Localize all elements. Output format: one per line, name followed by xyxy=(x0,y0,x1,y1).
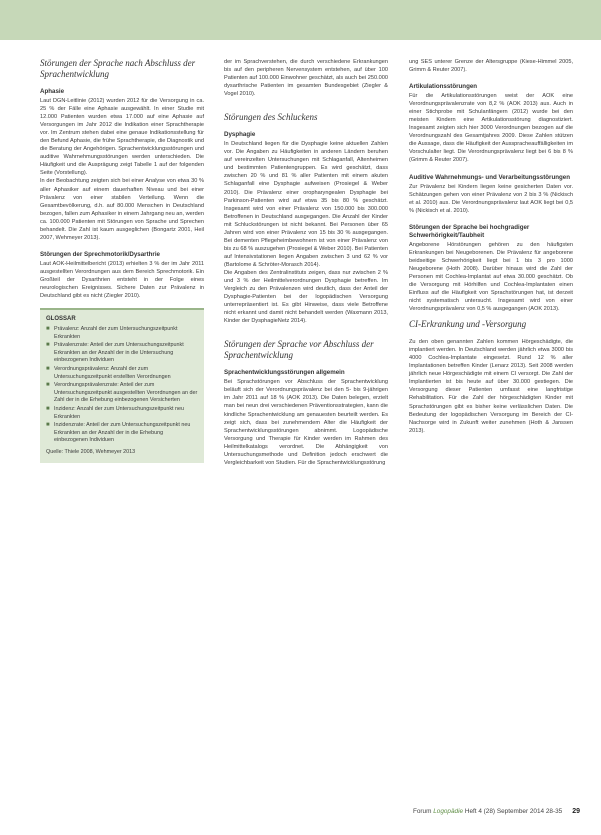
page-footer xyxy=(300,807,580,817)
column-1 xyxy=(40,58,204,463)
section-heading-sprache-vor: Störungen der Sprache vor Abschluss der Sprachentwicklung xyxy=(224,339,374,361)
bullet-icon: ■ xyxy=(46,326,50,333)
paragraph-col3-intro: ung SES unterer Grenze der Altersgruppe (Kiese-Himmel 2005, Grimm & Reuter 2007). xyxy=(409,59,573,74)
bullet-icon: ■ xyxy=(46,382,50,389)
glossar-list xyxy=(46,326,198,445)
footer-prefix: Forum xyxy=(412,808,434,815)
subheading-schwerhoerigkeit: Störungen der Sprache bei hochgradiger Schwerhörigkeit/Taubheit xyxy=(409,223,530,239)
glossar-source: Quelle: Thiele 2008, Wehmeyer 2013 xyxy=(46,448,136,455)
glossar-item: ■ Verordnungsprävalenz: Anzahl der zum Untersuchungszeitpunkt erstellten Verordnungen xyxy=(46,366,171,380)
bullet-icon: ■ xyxy=(46,342,50,349)
bullet-icon: ■ xyxy=(46,366,50,373)
glossar-item: ■ Inzidenzrate: Anteil der zum Untersuchungszeitpunkt neu Erkrankten an der Anzahl der in die Erhebung einbezogenen Individuen xyxy=(46,422,191,444)
top-color-band xyxy=(0,0,601,40)
paragraph-auditiv: Zur Prävalenz bei Kindern liegen keine gesicherten Daten vor. Schätzungen gehen von einer Prävalenz von 2 bis 3 % (Nickisch et al. 2010) aus. Die Verordnungsprävalenz laut AOK liegt bei 0,5 % (Nickisch et al. 2010). xyxy=(409,183,573,214)
paragraph-dysarthrie: Laut AOK-Heilmittelbericht (2013) erhielten 3 % der im Jahr 2011 ausgestellten Verordnungen aus dem Bereich Sprechmotorik. Ein Großteil der Dysarthrien entsteht in der Folge eines neurologischen Ereignisses. Sichere Daten zur Prävalenz in Deutschland gibt es nicht (Ziegler 2010). xyxy=(40,260,204,300)
paragraph-ci: Zu den oben genannten Zahlen kommen Hörgeschädigte, die implantiert werden. In Deutschland werden jährlich etwa 3000 bis 4000 Cochlea-Implantate eingesetzt. Rund 12 % aller Implantationen betreffen Kinder (Lenarz 2013). Seit 2008 werden jährlich neue Hörgeschädigte mit einem CI versorgt. Die Zahl der Implantierten ist bis heute auf über 30.000 gestiegen. Die Versorgung dieser Patienten umfasst eine langfristige Rehabilitation. Für die Zahl der hörgeschädigten Kinder mit Sprachstörungen gibt es bisher keine verlässlichen Daten. Die Bedeutung der logopädischen Versorgung im Bereich der CI-Nachsorge wird in Zukunft weiter zunehmen (Hoth & Janssen 2013). xyxy=(409,339,573,434)
article-page xyxy=(40,58,574,793)
column-3 xyxy=(409,58,573,435)
subheading-sprachentwicklung: Sprachentwicklungsstörungen allgemein xyxy=(224,369,345,377)
section-heading-schlucken: Störungen des Schluckens xyxy=(224,112,318,123)
glossar-item: ■ Prävalenz: Anzahl der zum Untersuchungszeitpunkt Erkrankten xyxy=(46,326,178,340)
paragraph-col2-intro: der im Sprachverstehen, die durch verschiedene Erkrankungen bis auf den peripheren Nervensystem entstehen, auf über 100 Patienten auf 100.000 Einwohner geschätzt, als auch bei 250.000 dysarthrische Patienten im gesamten Bundesgebiet (Ziegler & Vogel 2010). xyxy=(224,59,388,98)
paragraph-aphasie-2: In der Beobachtung zeigten sich bei einer Analyse von etwa 30 % aller Aphasiker auf einem dauerhaften Niveau und bei einer Prävalenz von einer stabilen Verteilung. Wenn die Gesamtbevölkerung, d.h. auf 80.000 Menschen in Deutschland bezogen, fallen zum Aphasiker in einem Jahrgang neu an, werden ca. 100.000 Patienten mit Störungen von Sprache und Sprechen behandelt. Die Zahl ist kaum ausgeglichen (Bongartz 2001, Heil 2007, Wehmeyer 2013). xyxy=(40,178,204,241)
section-heading-sprache-nach: Störungen der Sprache nach Abschluss der Sprachentwicklung xyxy=(40,58,196,79)
paragraph-sprachentwicklung: Bei Sprachstörungen vor Abschluss der Sprachentwicklung beläuft sich der Verordnungsprävalenz bei den 5- bis 9-jährigen im Jahr 2011 auf 18 % (AOK 2013). Die Daten belegen, erzielt man bei neun drei verschiedenen Präventionsstrategien, kann die kindliche Sprachentwicklung am genauesten beurteilt werden. Es zeigt sich, dass bei zunehmendem Alter die Häufigkeit der Sprachentwicklungsstörungen abnimmt. Logopädische Versorgung und Therapie für Kinder werden im Rahmen des Heilmittelkatalogs verordnet. Die Abhängigkeit von Untersuchungsmethode und Definition jedoch erschwert die Vergleichbarkeit von Studien. Für die Sprachentwicklungsstörung xyxy=(224,379,388,466)
glossar-item: ■ Inzidenz: Anzahl der zum Untersuchungszeitpunkt neu Erkrankten xyxy=(46,406,185,420)
subheading-aphasie: Aphasie xyxy=(40,88,65,95)
bullet-icon: ■ xyxy=(46,406,50,413)
glossar-item: ■ Prävalenzrate: Anteil der zum Untersuchungszeitpunkt Erkrankten an der Anzahl der in die Untersuchung einbezogenen Individuen xyxy=(46,342,184,364)
footer-brand: Logopädie xyxy=(433,808,464,815)
glossar-box xyxy=(40,308,204,463)
footer-issue: Heft 4 (28) September 2014 28-35 xyxy=(463,808,563,815)
paragraph-artikulation: Für die Artikulationsstörungen weist der AOK eine Verordnungsprävalenzrate von 8,2 % (AOK 2013) aus. Auch in einer Stichprobe mit Schulanfängern (2012) wurde bei den meisten Kindern eine Artikulationsstörung diagnostiziert. Insgesamt zeigten sich hier 3000 Verordnungen bezogen auf die Verordnungszahl des Gesamtjahres 2009. Diese Zahlen stützen die Aussage, dass die Häufigkeit der Ausspracheauffälligkeiten im Vorschulalter liegt. Die Verordnungsprävalenz liegt bei 6 bis 8 % (Grimm & Reuter 2007). xyxy=(409,93,573,164)
column-2 xyxy=(224,58,388,467)
subheading-auditiv: Auditive Wahrnehmungs- und Verarbeitungsstörungen xyxy=(409,173,570,181)
bullet-icon: ■ xyxy=(46,422,50,429)
subheading-dysphagie: Dysphagie xyxy=(224,131,256,139)
paragraph-aphasie: Laut DGN-Leitlinie (2012) wurden 2012 für die Versorgung in ca. 25 % der Fälle eine Aphasie ausgewählt. In einer Studie mit 12.000 Patienten wurden etwa 17.000 auf eine Aphasie auf Versorgungen im Jahr 2012 die Indikation einer Sprachtherapie vor. Im Zentrum stehen dabei eine genaue Indikationsstellung für den Befund Aphasie, die frühe Sprachtherapie, die Diagnostik und die Beratung der Angehörigen. Sprachentwicklungsstörungen und auditive Wahrnehmungsstörungen werden unterschieden. Die Häufigkeit und die Ausprägung zeigt Tabelle 1 auf der folgenden Seite (Vorstellung). xyxy=(40,98,204,177)
subheading-artikulation: Artikulationsstörungen xyxy=(409,83,478,91)
glossar-title: GLOSSAR xyxy=(46,316,76,323)
paragraph-dysphagie: In Deutschland liegen für die Dysphagie keine aktuellen Zahlen vor. Die Angaben zu Häufigkeiten in anderen Ländern beruhen auf vereinzelten Untersuchungen mit Schlaganfall, Altenheimen und bestimmten Patientengruppen. Es wird geschätzt, dass zwischen 20 % und 81 % aller Patienten mit einem akuten Schlaganfall eine Dysphagie aufweisen (Prosiegel & Weber 2010). Die Prävalenz einer oropharyngealen Dysphagie bei Parkinson-Patienten wird auf etwa 35 bis 80 % geschätzt. Insgesamt wird von einer Prävalenz von 150.000 bis 300.000 Betroffenen in Deutschland ausgegangen. Die Anzahl der Kinder mit Schluckstörungen ist nicht bekannt. Bei Personen über 65 Jahren wird von einer Prävalenz von 15 bis 30 % ausgegangen. Bei dementen Pflegeheimbewohnern ist von einer Prävalenz von bis zu 68 % auszugehen (Prosiegel & Weber 2010). Bei Patienten auf Intensivstationen liegen Angaben zwischen 3 und 62 % vor (Bartolome & Schröter-Morasch 2014). xyxy=(224,141,388,268)
paragraph-schwerhoerigkeit: Angeborene Hörstörungen gehören zu den häufigsten Erkrankungen bei Neugeborenen. Die Prävalenz für angeborene beidseitige Schwerhörigkeit liegt bei 1 bis 3 pro 1000 Neugeborene (Hoth 2008). Darüber hinaus wird die Zahl der Personen mit Cochlea-Implantat auf etwa 30.000 geschätzt. Ob die Versorgung mit Hörhilfen und Cochlea-Implantaten einen Einfluss auf die Häufigkeit von Sprachstörungen hat, ist derzeit nicht systematisch untersucht. Insgesamt wird von einer Verordnungsprävalenz von 0,5 % ausgegangen (AOK 2013). xyxy=(409,241,573,313)
subheading-dysarthrie: Störungen der Sprechmotorik/Dysarthrie xyxy=(40,250,160,258)
section-heading-ci: CI-Erkrankung und -Versorgung xyxy=(409,319,527,330)
paragraph-dysphagie-2: Die Angaben des Zentralinstituts zeigen, dass nur zwischen 2 % und 3 % der Heilmittelverordnungen Dysphagie betreffen. Im Vergleich zu den Prävalenzen wird deutlich, dass der Anteil der Dysphagie-Patienten bei der logopädischen Versorgung unterrepräsentiert ist. Es gibt Hinweise, dass viele Betroffene nicht erkannt und damit nicht behandelt werden (Waxmann 2013, Kinder der DysphagieNetz 2014). xyxy=(224,269,388,325)
page-number: 29 xyxy=(572,808,580,815)
glossar-item: ■ Verordnungsprävalenzrate: Anteil der zum Untersuchungszeitpunkt ausgestellten Verordnungen an der Zahl der in die Erhebung einbezogenen Versicherten xyxy=(46,382,198,404)
